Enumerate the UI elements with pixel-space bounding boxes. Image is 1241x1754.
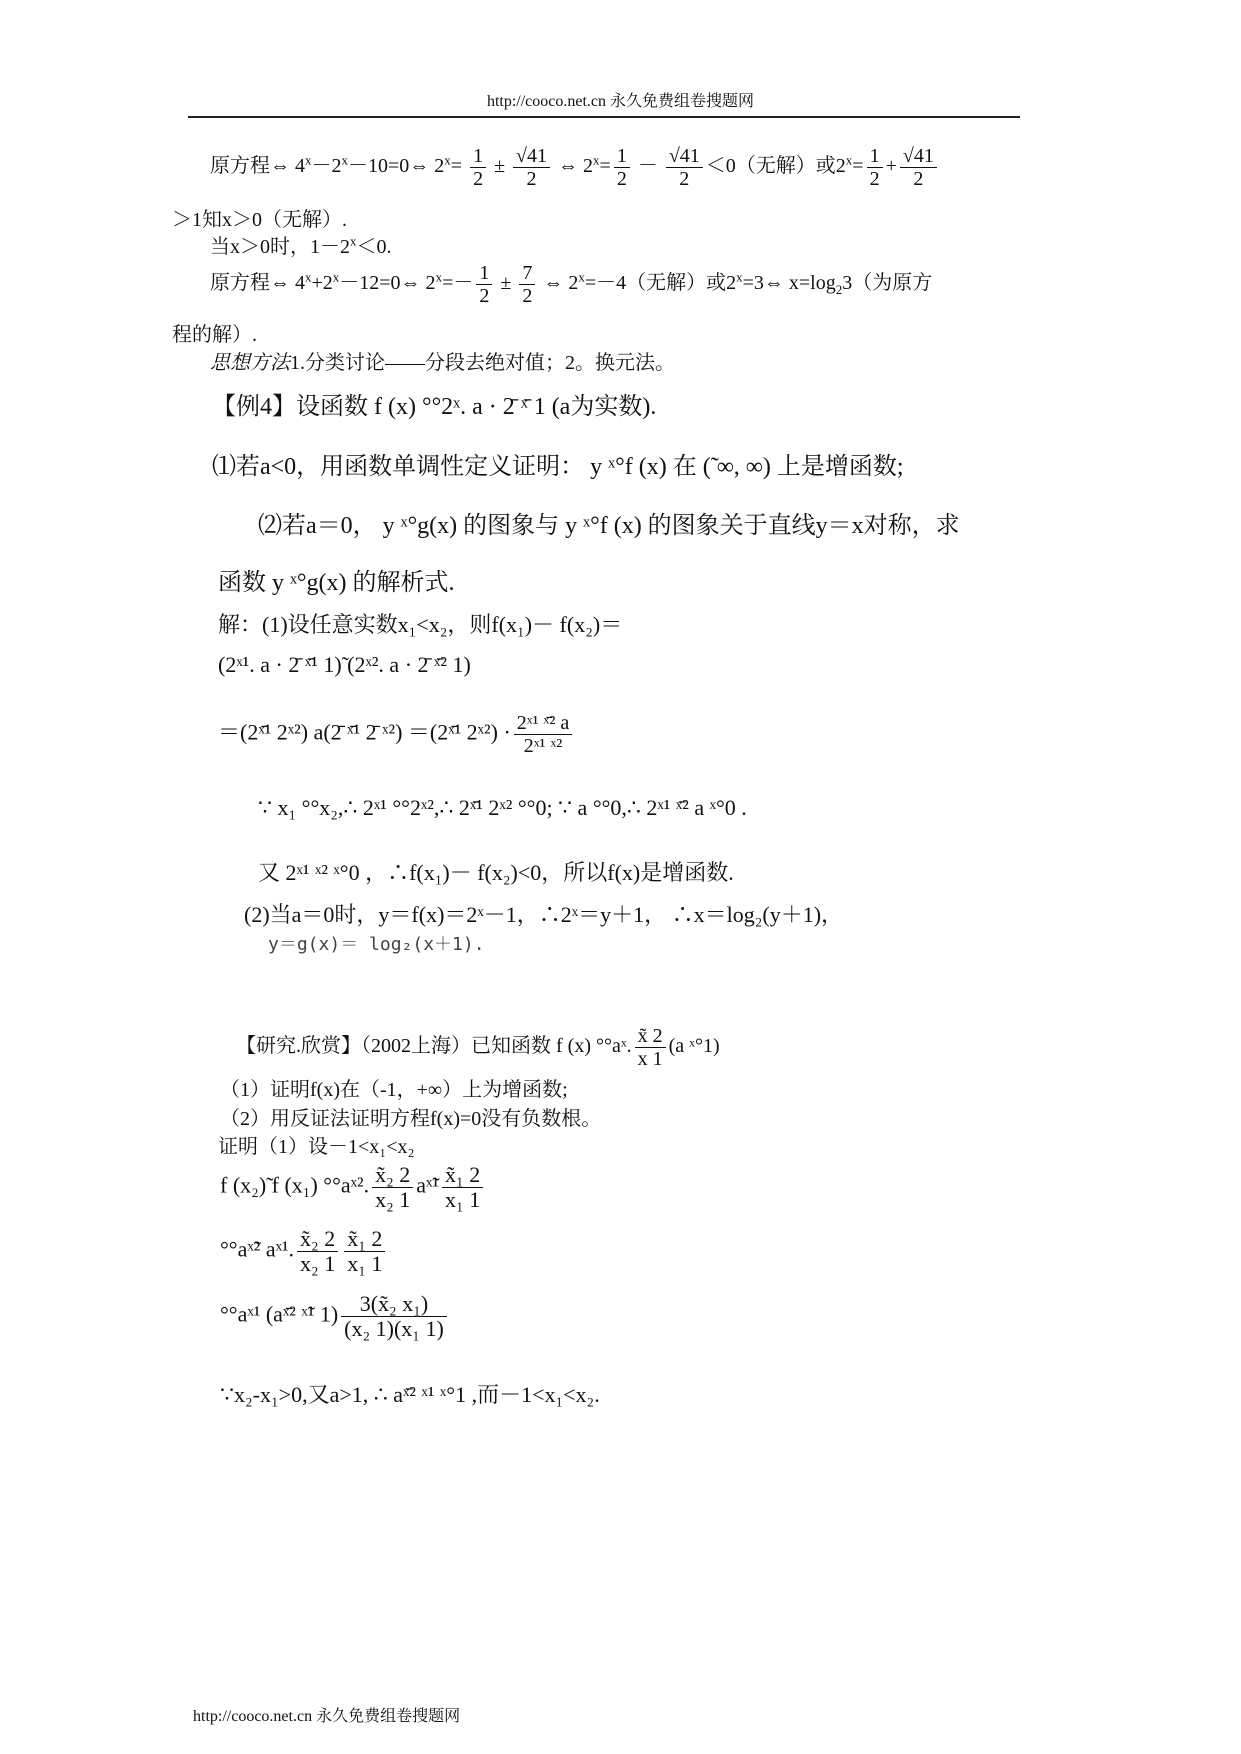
page-header: http://cooco.net.cn 永久免费组卷搜题网 <box>486 93 755 110</box>
example4-question-2b: 函数 y ˣ°g(x) 的解析式. <box>218 570 455 596</box>
example4-question-2: ⑵若a＝0， y ˣ°g(x) 的图象与 y ˣ°f (x) 的图象关于直线y＝x对称，求 <box>258 513 960 539</box>
fraction-sqrt41: $\frac{√41}{2}$ <box>513 145 550 190</box>
fraction-half: $\frac{1}{2}$ <box>470 145 486 190</box>
solution-line-2: (2ˣ¹. a · 2̄ ˣ̄¹ 1)̃ (2ˣ². a · 2̄ ˣ̄² 1) <box>218 652 471 677</box>
proof-line-3: °°aˣ̃² aˣ¹. $\frac{\text{x̃₂ 2}}{\text{x₂ 1}}$ $\frac{\text{x̃₁ 2}}{\text{x₁ 1}}$ <box>220 1227 388 1276</box>
header-rule <box>188 116 1020 118</box>
text-line-2: ＞1知x＞0（无解）. <box>172 209 347 231</box>
proof-line-4: °°aˣ¹ (aˣ̄² ˣ̃¹ 1) $\frac{\text{3(x̃₂ x₁)}}{\text{(x₂ 1)(x₁ 1)}}$ <box>220 1292 450 1341</box>
solution-line-4: ∵ x₁ °°x₂,∴ 2ˣ¹ °°2ˣ²,∴ 2ˣ̄¹ 2ˣ² °°0; ∵ a °°0,∴ 2ˣ¹ ˣ̄² a ˣ°0 . <box>258 795 747 820</box>
text-line-3: 当x＞0时，$1-2^x<0$. <box>210 233 392 258</box>
solution-line-5: 又 2ˣ¹ ˣ² ˣ°0 ，∴f(x₁)－ f(x₂)<0，所以f(x)是增函数. <box>258 860 734 885</box>
solution-line-7: y＝g(x)＝ log₂(x＋1). <box>268 934 485 955</box>
solution-line-1: 解：(1)设任意实数x₁<x₂，则f(x₁)－ f(x₂)＝ <box>218 612 623 637</box>
example4-question-1: ⑴若a<0，用函数单调性定义证明： y ˣ°f (x) 在 (̃ ∞, ∞) 上是增函数; <box>212 454 904 480</box>
proof-line-5: ∵x₂-x₁>0,又a>1, ∴ aˣ̄² ˣ¹ ˣ°1 ,而－1<x₁<x₂. <box>220 1382 600 1407</box>
text-line-5: 程的解）. <box>172 324 257 346</box>
page-footer: http://cooco.net.cn 永久免费组卷搜题网 <box>193 1708 461 1725</box>
research-question-2: （2）用反证法证明方程f(x)=0没有负数根。 <box>220 1108 602 1130</box>
solution-line-6: (2)当a＝0时，y＝f(x)＝2ˣ－1，∴2ˣ＝y＋1， ∴x＝log₂(y＋1)， <box>244 902 844 927</box>
proof-line-2: f (x₂)̃ f (x₁) °°aˣ². $\frac{\text{x̃₂ 2}}{\text{x₂ 1}}$ aˣ̃¹ $\frac{\text{x̃₁ 2}}{\text{x₁ 1}}$ <box>220 1163 486 1212</box>
research-question-1: （1）证明f(x)在（-1，+∞）上为增函数; <box>220 1079 568 1101</box>
equation-line-4: 原方程⇔ $4^x+2^x-12=0\Leftrightarrow$ $2^x=-$ $\frac{1}{2}$ ± $\frac{7}{2}$ ⇔ $2^x=-4$（无解）或$2^x=3\Leftrightarrow$ $x=\log_23$（为原方 <box>210 262 933 307</box>
solution-line-3: ＝(2ˣ̄¹ 2ˣ²) a(2̄ ˣ̄¹ 2̄ ˣ²) ＝(2ˣ̄¹ 2ˣ²) · $\frac{\text{2ˣ¹ ˣ̄² a}}{\text{2ˣ¹ ˣ²}}$ <box>218 712 575 757</box>
proof-line-1: 证明（1）设－1<x₁<x₂ <box>218 1136 415 1158</box>
research-title: 【研究.欣赏】（2002上海）已知函数 f (x) °°aˣ. $\frac{x̃ 2}{x 1}$ (a ˣ°1) <box>236 1025 720 1070</box>
equation-line-1: 原方程⇔ $4^x-2^x-10=0\Leftrightarrow$ $2^x=$ $\frac{1}{2}$ ± $\frac{√41}{2}$ ⇔ $2^x=$ $\frac{1}{2}$ － $\frac{√41}{2}$ ＜0（无解）或$2^x=$ $\frac{1}{2}$ + $\frac{√41}{2}$ <box>210 145 940 190</box>
method-line: 思想方法1.分类讨论——分段去绝对值；2。换元法。 <box>210 352 675 374</box>
example4-title: 【例4】设函数 f (x) °°2ˣ. a · 2̄ ˣ̄ 1 (a为实数). <box>212 394 657 420</box>
